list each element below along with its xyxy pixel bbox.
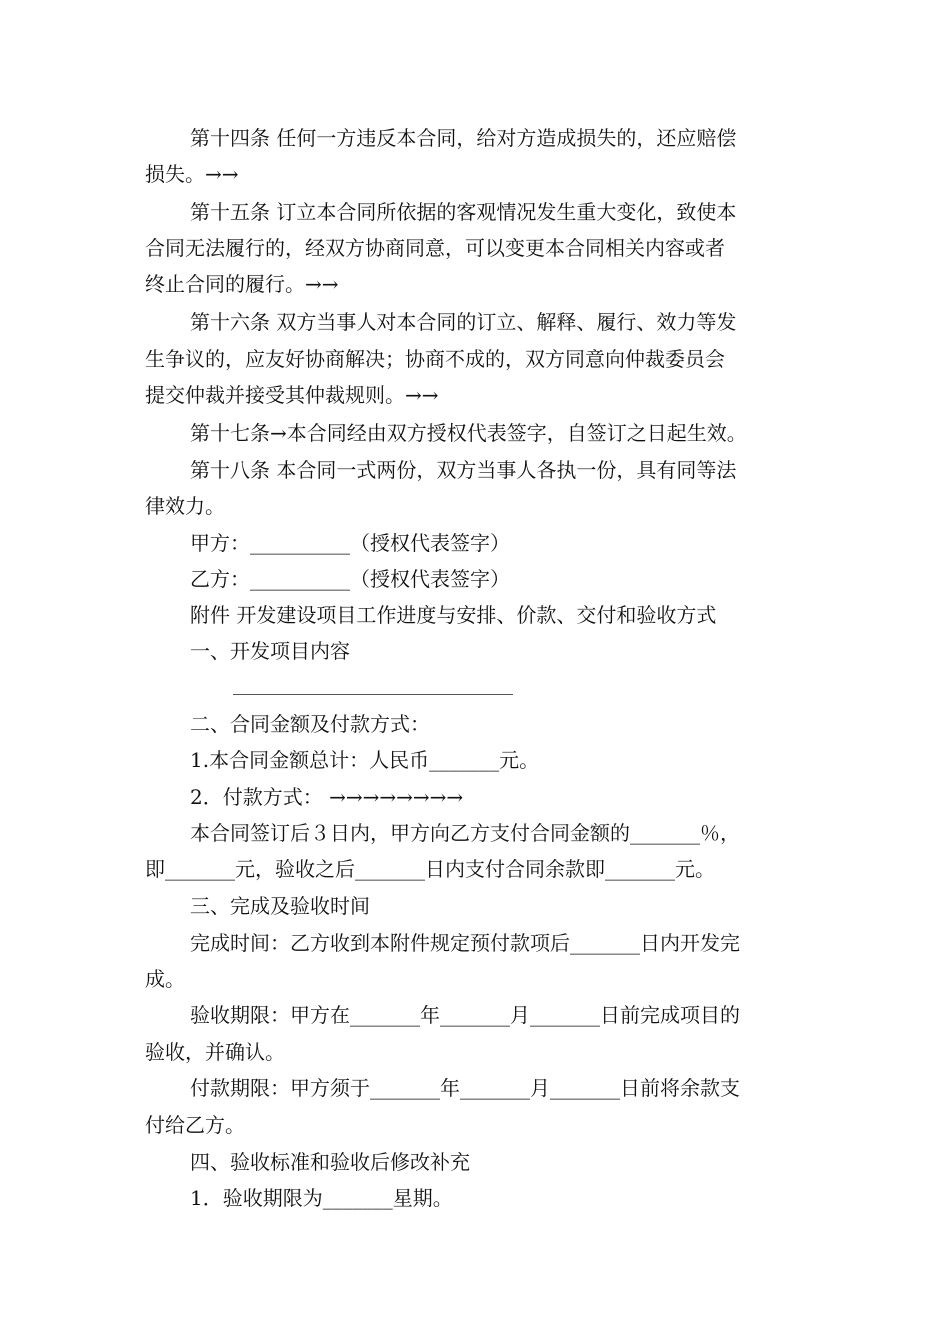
- article-15-line-3: 终止合同的履行。→→: [145, 272, 339, 296]
- payment-deadline-line-2: 付给乙方。: [145, 1113, 245, 1137]
- section-2-heading: 二、合同金额及付款方式：: [190, 712, 430, 736]
- payment-deadline-line-1: 付款期限：甲方须于_______年_______月_______日前将余款支: [190, 1076, 740, 1100]
- party-b-signature-line: 乙方：__________（授权代表签字）: [190, 567, 510, 591]
- section-3-heading: 三、完成及验收时间: [190, 894, 370, 918]
- payment-terms-line-2: 即_______元，验收之后_______日内支付合同余款即_______元。: [145, 857, 715, 881]
- project-content-blank-line: [233, 694, 513, 695]
- completion-time-line-1: 完成时间：乙方收到本附件规定预付款项后_______日内开发完: [190, 931, 740, 955]
- completion-time-line-2: 成。: [145, 967, 185, 991]
- article-17: 第十七条→本合同经由双方授权代表签字，自签订之日起生效。: [190, 421, 747, 445]
- section-1-heading: 一、开发项目内容: [190, 639, 350, 663]
- article-14-line-2: 损失。→→: [145, 162, 239, 186]
- article-16-line-3: 提交仲裁并接受其仲裁规则。→→: [145, 383, 439, 407]
- article-14-line-1: 第十四条 任何一方违反本合同，给对方造成损失的，还应赔偿: [190, 126, 737, 150]
- party-a-signature-line: 甲方：__________（授权代表签字）: [190, 531, 510, 555]
- payment-method-line: 2．付款方式： →→→→→→→→: [190, 785, 464, 809]
- article-15-line-2: 合同无法履行的，经双方协商同意，可以变更本合同相关内容或者: [145, 236, 725, 260]
- acceptance-duration-line: 1．验收期限为_______星期。: [190, 1186, 453, 1210]
- article-18-line-2: 律效力。: [145, 494, 225, 518]
- contract-amount-line: 1.本合同金额总计：人民币_______元。: [190, 748, 540, 772]
- acceptance-period-line-1: 验收期限：甲方在_______年_______月_______日前完成项目的: [190, 1003, 740, 1027]
- article-16-line-2: 生争议的，应友好协商解决；协商不成的，双方同意向仲裁委员会: [145, 347, 725, 371]
- section-4-heading: 四、验收标准和验收后修改补充: [190, 1150, 470, 1174]
- article-15-line-1: 第十五条 订立本合同所依据的客观情况发生重大变化，致使本: [190, 200, 737, 224]
- acceptance-period-line-2: 验收，并确认。: [145, 1040, 285, 1064]
- appendix-title: 附件 开发建设项目工作进度与安排、价款、交付和验收方式: [190, 603, 717, 627]
- payment-terms-line-1: 本合同签订后３日内，甲方向乙方支付合同金额的_______％，: [190, 821, 740, 845]
- article-16-line-1: 第十六条 双方当事人对本合同的订立、解释、履行、效力等发: [190, 310, 737, 334]
- article-18-line-1: 第十八条 本合同一式两份，双方当事人各执一份，具有同等法: [190, 458, 737, 482]
